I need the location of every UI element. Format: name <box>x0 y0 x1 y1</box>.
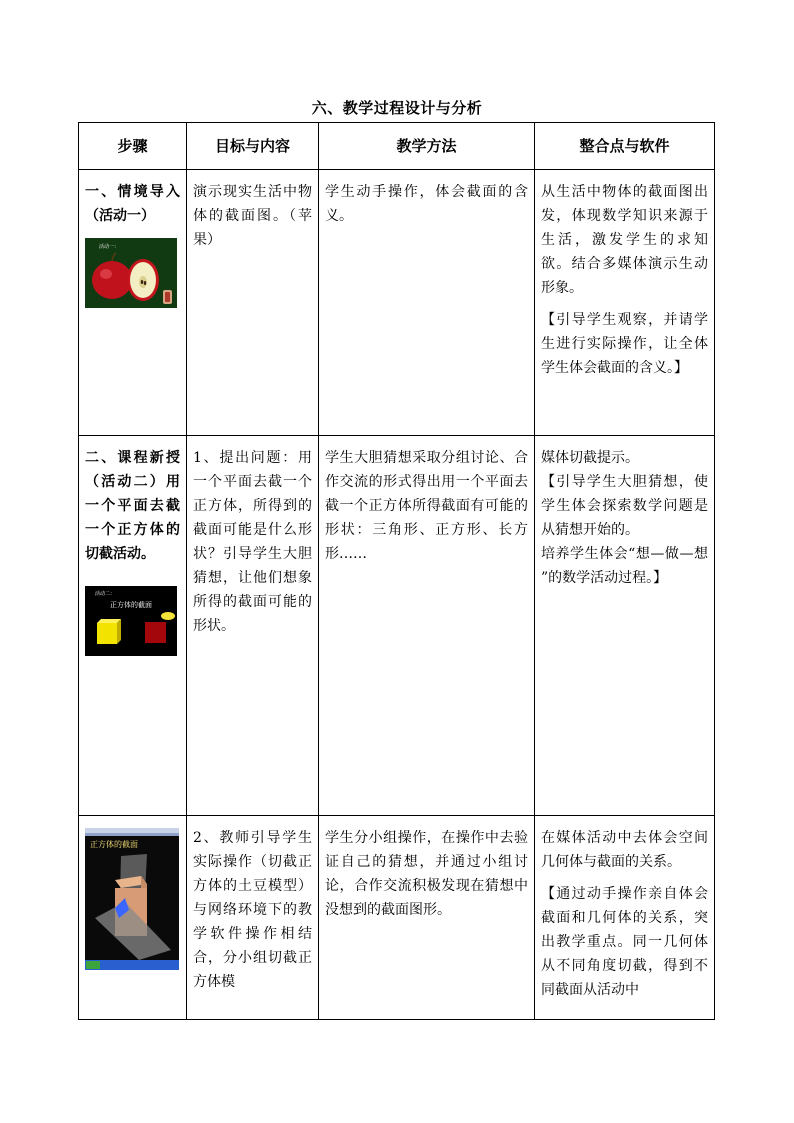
cube-cutting-software-icon <box>85 828 179 970</box>
software-screenshot-image <box>85 828 179 970</box>
table-row <box>79 436 715 816</box>
table-row <box>79 170 715 436</box>
method-text: 学生分小组操作，在操作中去验证自己的猜想，并通过小组讨论，合作交流积极发现在猜想中没想到的截面图形。 <box>325 830 528 918</box>
cube-section-icon <box>85 586 177 656</box>
slide-caption: 活动二： <box>95 591 116 597</box>
content-cell <box>187 170 319 436</box>
method-cell <box>319 436 535 816</box>
slide-heading: 正方体的截面 <box>90 840 138 849</box>
method-cell <box>319 170 535 436</box>
header-step: 步骤 <box>79 123 187 170</box>
content-text: 演示现实生活中物体的截面图。（苹果） <box>193 184 312 248</box>
content-cell <box>187 816 319 1020</box>
page-title: 六、教学过程设计与分析 <box>311 99 483 117</box>
step-cell <box>79 816 187 1020</box>
slide-caption: 活动一： <box>99 244 120 250</box>
integration-text: 在媒体活动中去体会空间几何体与截面的关系。 <box>541 830 708 870</box>
integration-cell <box>535 436 715 816</box>
integration-note: 培养学生体会“想—做—想 ”的数学活动过程。】 <box>541 546 708 586</box>
header-integration: 整合点与软件 <box>535 123 715 170</box>
integration-note: 【引导学生观察，并请学生进行实际操作，让全体学生体会截面的含义。】 <box>541 312 708 376</box>
content-cell <box>187 436 319 816</box>
cube-slide-image <box>85 586 177 656</box>
integration-text: 媒体切截提示。 <box>541 450 639 466</box>
method-cell <box>319 816 535 1020</box>
content-text: 1、提出问题：用一个平面去截一个正方体，所得到的截面可能是什么形状？引导学生大胆猜想，让他们想象所得的截面可能的形状。 <box>193 450 312 634</box>
table-row <box>79 816 715 1020</box>
apple-cross-section-icon <box>85 238 177 308</box>
table-header-row <box>79 123 715 170</box>
step-cell <box>79 170 187 436</box>
header-method: 教学方法 <box>319 123 535 170</box>
apple-slide-image <box>85 238 177 308</box>
integration-cell <box>535 170 715 436</box>
slide-heading: 正方体的截面 <box>110 601 152 609</box>
integration-note: 【引导学生大胆猜想，使学生体会探索数学问题是从猜想开始的。 <box>541 474 708 538</box>
method-text: 学生动手操作，体会截面的含义。 <box>325 184 528 224</box>
integration-note: 【通过动手操作亲自体会截面和几何体的关系，突出教学重点。同一几何体从不同角度切截，得到不同截面从活动中 <box>541 886 708 998</box>
integration-text: 从生活中物体的截面图出发，体现数学知识来源于生活，激发学生的求知欲。结合多媒体演示生动形象。 <box>541 184 708 296</box>
lesson-table <box>78 122 715 1020</box>
method-text: 学生大胆猜想采取分组讨论、合作交流的形式得出用一个平面去截一个正方体所得截面有可能的形状：三角形、正方形、长方形…… <box>325 450 528 562</box>
integration-cell <box>535 816 715 1020</box>
step-label: 一、情境导入（活动一） <box>85 184 180 224</box>
step-cell <box>79 436 187 816</box>
content-text: 2、教师引导学生实际操作（切截正方体的土豆模型）与网络环境下的教学软件操作相结合，分小组切截正方体模 <box>193 830 312 990</box>
step-label: 二、课程新授（活动二）用一个平面去截一个正方体的切截活动。 <box>85 450 180 562</box>
header-content: 目标与内容 <box>187 123 319 170</box>
